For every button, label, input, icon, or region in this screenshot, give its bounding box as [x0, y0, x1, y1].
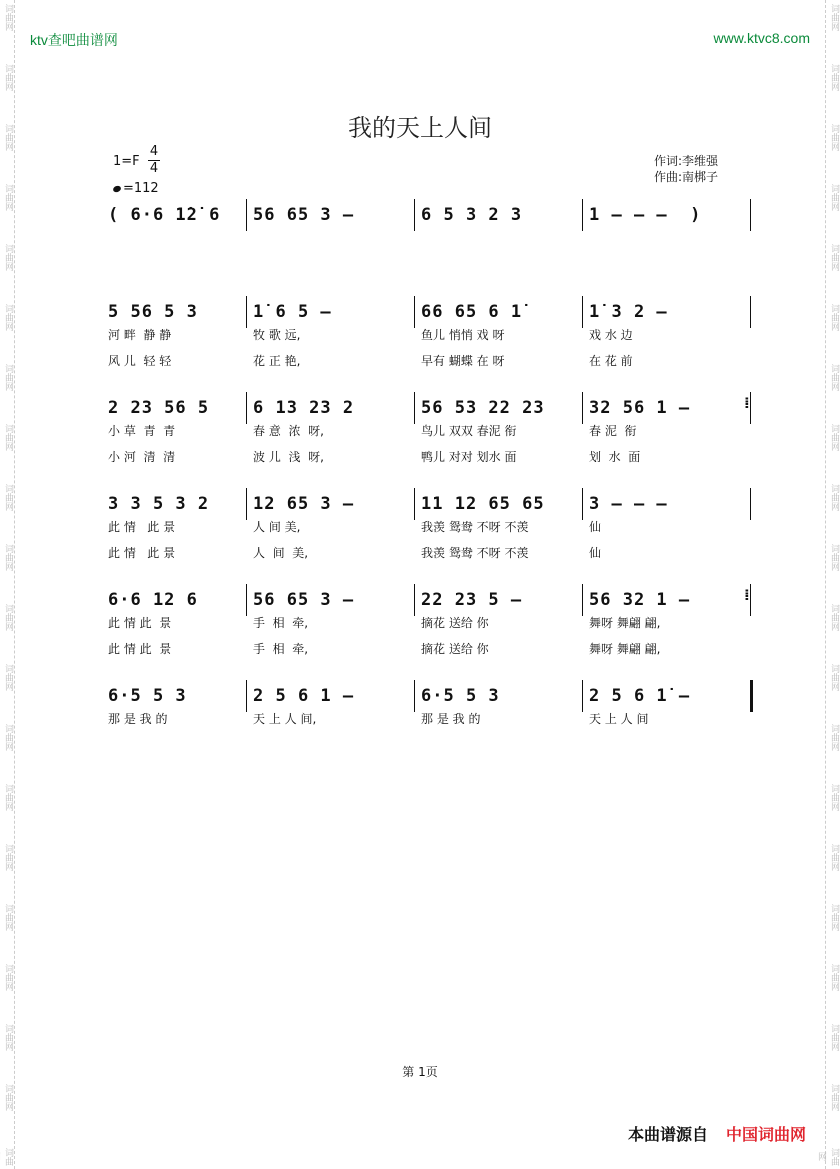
measure-notes: 6·6 12 6: [108, 590, 198, 610]
bar-line: [246, 199, 247, 231]
credits: [654, 153, 718, 185]
song-title: 我的天上人间: [348, 114, 492, 142]
watermark-text: 词曲网: [3, 724, 13, 751]
lyric-line-2: 风 儿 轻 轻: [108, 354, 172, 368]
bar-line: [582, 488, 583, 520]
lyric-line-2: 花 正 艳,: [253, 354, 301, 368]
bar-line: [750, 680, 753, 712]
lyric-line-1: 仙: [589, 520, 602, 534]
watermark-text: 词曲网: [829, 784, 839, 811]
source-credit: [628, 1122, 806, 1145]
time-signature-bottom: 4: [149, 161, 159, 176]
watermark-text: 词曲网: [829, 4, 839, 31]
watermark-text: 词曲网: [3, 544, 13, 571]
measure-notes: 1̇ 3 2 –: [589, 302, 668, 322]
header-site-url[interactable]: www.ktvc8.com: [713, 30, 810, 46]
lyric-line-2: 舞呀 舞翩 翩,: [589, 642, 661, 656]
watermark-text: 词曲网: [829, 124, 839, 151]
watermark-text: 词曲: [3, 1147, 13, 1166]
lyric-line-1: 此 情 此 景: [108, 616, 172, 630]
left-watermark-strip: [0, 0, 15, 1169]
watermark-text: 词曲网: [3, 64, 13, 91]
measure-notes: 1̇ 6 5 –: [253, 302, 332, 322]
lyric-line-2: 划 水 面: [589, 450, 641, 464]
lyric-line-1: 戏 水 边: [589, 328, 633, 342]
watermark-text: 词曲网: [829, 1024, 839, 1051]
watermark-text: 词曲网: [829, 604, 839, 631]
right-watermark-strip: [816, 0, 840, 1169]
watermark-text: 词曲网: [3, 664, 13, 691]
bar-line: [246, 392, 247, 424]
lyric-line-2: 我羡 鸳鸯 不呀 不羡: [421, 546, 529, 560]
bar-line: [750, 296, 751, 328]
watermark-text: 词曲网: [829, 244, 839, 271]
measure-notes: 22 23 5 –: [421, 590, 523, 610]
watermark-text: 词曲网: [829, 664, 839, 691]
watermark-text: 词曲网: [3, 484, 13, 511]
lyric-line-2: 早有 蝴蝶 在 呀: [421, 354, 505, 368]
measure-notes: 6 13 23 2: [253, 398, 355, 418]
bar-line: [582, 392, 583, 424]
bar-line: [414, 199, 415, 231]
lyric-line-2: 小 河 清 清: [108, 450, 176, 464]
bar-line: [414, 392, 415, 424]
lyric-line-2: 此 情 此 景: [108, 546, 176, 560]
measure-notes: 56 65 3 –: [253, 205, 355, 225]
lyric-line-2: 手 相 牵,: [253, 642, 309, 656]
lyric-line-1: 摘花 送给 你: [421, 616, 489, 630]
measure-notes: 12 65 3 –: [253, 494, 355, 514]
lyric-line-1: 此 情 此 景: [108, 520, 176, 534]
bar-line: [582, 199, 583, 231]
measure-notes: 2 23 56 5: [108, 398, 210, 418]
bar-line: [750, 392, 751, 424]
measure-notes: 56 32 1 –: [589, 590, 691, 610]
watermark-text: 词曲网: [829, 364, 839, 391]
bar-line: [414, 680, 415, 712]
time-signature: [148, 144, 160, 177]
lyric-line-1: 牧 歌 远,: [253, 328, 301, 342]
lyric-line-1: 天 上 人 间,: [253, 712, 317, 726]
lyric-line-1: 天 上 人 间: [589, 712, 649, 726]
measure-notes: 6·5 5 3: [108, 686, 187, 706]
watermark-text: 词曲网: [3, 244, 13, 271]
repeat-start-icon: ⁞: [744, 394, 750, 412]
watermark-text: 词曲网: [829, 184, 839, 211]
bar-line: [246, 488, 247, 520]
lyric-line-1: 人 间 美,: [253, 520, 301, 534]
lyric-line-1: 鸟儿 双双 春泥 衔: [421, 424, 517, 438]
measure-notes: 6·5 5 3: [421, 686, 500, 706]
bar-line: [246, 584, 247, 616]
tempo-mark: [113, 181, 159, 196]
lyric-line-2: 波 儿 浅 呀,: [253, 450, 324, 464]
lyricist: 作词:李维强: [654, 154, 719, 168]
measure-notes: ( 6·6 1̇2̇ 6: [108, 205, 221, 225]
watermark-text: 词曲网: [3, 904, 13, 931]
lyric-line-1: 那 是 我 的: [108, 712, 168, 726]
watermark-text: 词曲网: [829, 544, 839, 571]
lyric-line-2: 摘花 送给 你: [421, 642, 489, 656]
lyric-line-2: 在 花 前: [589, 354, 633, 368]
watermark-text: 词曲网: [816, 1147, 839, 1166]
measure-notes: 6 5 3 2 3: [421, 205, 523, 225]
lyric-line-1: 河 畔 静 静: [108, 328, 172, 342]
quarter-note-icon: [112, 184, 122, 192]
lyric-line-1: 舞呀 舞翩 翩,: [589, 616, 661, 630]
key-signature: 1=F: [113, 154, 140, 169]
source-site[interactable]: 中国词曲网: [725, 1125, 806, 1144]
watermark-text: 词曲网: [3, 844, 13, 871]
bar-line: [414, 296, 415, 328]
bar-line: [414, 584, 415, 616]
lyric-line-2: 鸭儿 对对 划水 面: [421, 450, 517, 464]
measure-notes: 56 65 3 –: [253, 590, 355, 610]
repeat-end-icon: ⁞: [744, 586, 750, 604]
watermark-text: 词曲网: [3, 124, 13, 151]
lyric-line-1: 春 泥 衔: [589, 424, 637, 438]
watermark-text: 词曲网: [3, 4, 13, 31]
bar-line: [750, 199, 751, 231]
watermark-text: 词曲网: [3, 424, 13, 451]
measure-notes: 5 56 5 3: [108, 302, 198, 322]
source-label: 本曲谱源自: [627, 1125, 708, 1144]
watermark-text: 词曲网: [829, 844, 839, 871]
measure-notes: 3 3 5 3 2: [108, 494, 210, 514]
watermark-text: 词曲网: [829, 724, 839, 751]
watermark-text: 词曲网: [829, 304, 839, 331]
bar-line: [582, 584, 583, 616]
watermark-text: 词曲网: [3, 184, 13, 211]
composer: 作曲:南梆子: [654, 170, 719, 184]
lyric-line-1: 手 相 牵,: [253, 616, 309, 630]
tempo-value: =112: [123, 181, 159, 196]
watermark-text: 词曲网: [829, 484, 839, 511]
measure-notes: 1 – – – ): [589, 205, 702, 225]
watermark-text: 词曲网: [3, 1084, 13, 1111]
lyric-line-2: 此 情 此 景: [108, 642, 172, 656]
watermark-text: 词曲网: [3, 304, 13, 331]
bar-line: [582, 680, 583, 712]
watermark-text: 词曲网: [829, 964, 839, 991]
header-site-name[interactable]: ktv查吧曲谱网: [30, 32, 118, 48]
page-number: 第 1页: [402, 1065, 438, 1079]
watermark-text: 词曲网: [829, 904, 839, 931]
time-signature-top: 4: [149, 144, 159, 159]
watermark-text: 词曲网: [3, 964, 13, 991]
measure-notes: 56 53 22 23: [421, 398, 545, 418]
lyric-line-1: 我羡 鸳鸯 不呀 不羡: [421, 520, 529, 534]
watermark-text: 词曲网: [3, 1024, 13, 1051]
lyric-line-1: 鱼儿 悄悄 戏 呀: [421, 328, 505, 342]
bar-line: [414, 488, 415, 520]
bar-line: [246, 296, 247, 328]
measure-notes: 32 56 1 –: [589, 398, 691, 418]
bar-line: [246, 680, 247, 712]
watermark-text: 词曲网: [829, 1084, 839, 1111]
watermark-text: 词曲网: [3, 604, 13, 631]
measure-notes: 66 65 6 1̇: [421, 302, 523, 322]
bar-line: [582, 296, 583, 328]
measure-notes: 11 12 65 65: [421, 494, 545, 514]
measure-notes: 2 5 6 1̇ –: [589, 686, 691, 706]
lyric-line-1: 那 是 我 的: [421, 712, 481, 726]
watermark-text: 词曲网: [829, 424, 839, 451]
lyric-line-1: 春 意 浓 呀,: [253, 424, 324, 438]
watermark-text: 词曲网: [3, 364, 13, 391]
watermark-text: 词曲网: [829, 64, 839, 91]
bar-line: [750, 488, 751, 520]
measure-notes: 2 5 6 1 –: [253, 686, 355, 706]
lyric-line-1: 小 草 青 青: [108, 424, 176, 438]
lyric-line-2: 仙: [589, 546, 602, 560]
bar-line: [750, 584, 751, 616]
measure-notes: 3 – – –: [589, 494, 668, 514]
lyric-line-2: 人 间 美,: [253, 546, 309, 560]
watermark-text: 词曲网: [3, 784, 13, 811]
